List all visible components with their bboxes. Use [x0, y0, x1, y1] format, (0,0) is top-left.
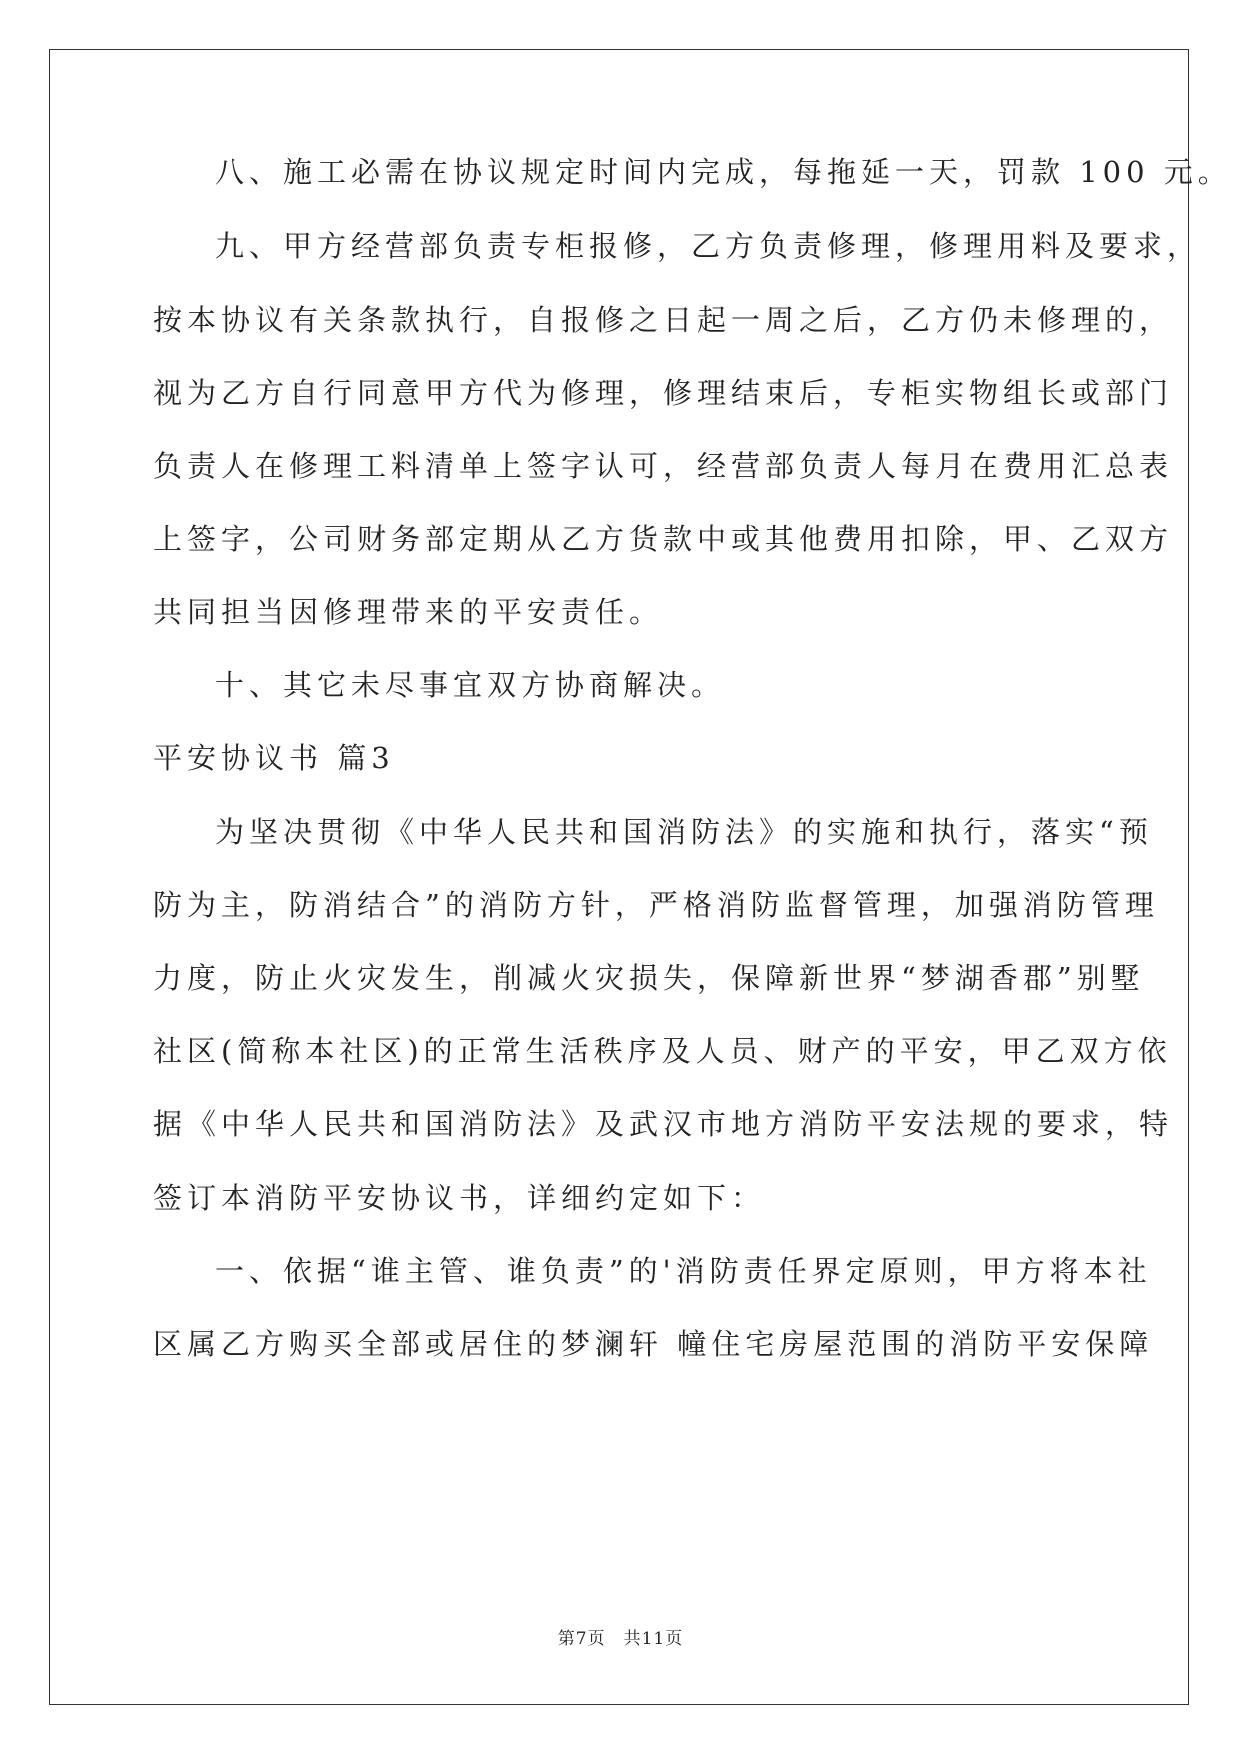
paragraph-line: 负责人在修理工料清单上签字认可，经营部负责人每月在费用汇总表	[153, 449, 1174, 483]
page-total: 共11页	[623, 1629, 684, 1649]
paragraph-line: 视为乙方自行同意甲方代为修理，修理结束后，专柜实物组长或部门	[153, 376, 1174, 410]
paragraph-line: 共同担当因修理带来的平安责任。	[153, 595, 664, 629]
section-heading: 平安协议书 篇3	[153, 741, 395, 775]
paragraph-line: 区属乙方购买全部或居住的梦澜轩 幢住宅房屋范围的消防平安保障	[153, 1327, 1154, 1361]
paragraph-line: 九、甲方经营部负责专柜报修，乙方负责修理，修理用料及要求，	[215, 229, 1202, 263]
paragraph-line: 上签字，公司财务部定期从乙方货款中或其他费用扣除，甲、乙双方	[153, 522, 1174, 556]
paragraph-line: 据《中华人民共和国消防法》及武汉市地方消防平安法规的要求，特	[153, 1107, 1174, 1141]
paragraph-line: 八、施工必需在协议规定时间内完成，每拖延一天，罚款 100 元。	[215, 155, 1232, 189]
page-border	[49, 49, 1189, 1705]
page-number: 第7页	[557, 1629, 606, 1649]
page-footer	[0, 1624, 1241, 1649]
paragraph-line: 签订本消防平安协议书，详细约定如下：	[153, 1181, 766, 1215]
paragraph-line: 力度，防止火灾发生，削减火灾损失，保障新世界“梦湖香郡”别墅	[153, 961, 1145, 995]
paragraph-line: 十、其它未尽事宜双方协商解决。	[215, 668, 726, 702]
paragraph-line: 防为主，防消结合”的消防方针，严格消防监督管理，加强消防管理	[153, 888, 1159, 922]
paragraph-line: 为坚决贯彻《中华人民共和国消防法》的实施和执行，落实“预	[215, 815, 1153, 849]
paragraph-line: 按本协议有关条款执行，自报修之日起一周之后，乙方仍未修理的，	[153, 303, 1174, 337]
paragraph-line: 社区(简称本社区)的正常生活秩序及人员、财产的平安，甲乙双方依	[153, 1034, 1172, 1068]
paragraph-line: 一、依据“谁主管、谁负责”的'消防责任界定原则，甲方将本社	[215, 1254, 1152, 1288]
